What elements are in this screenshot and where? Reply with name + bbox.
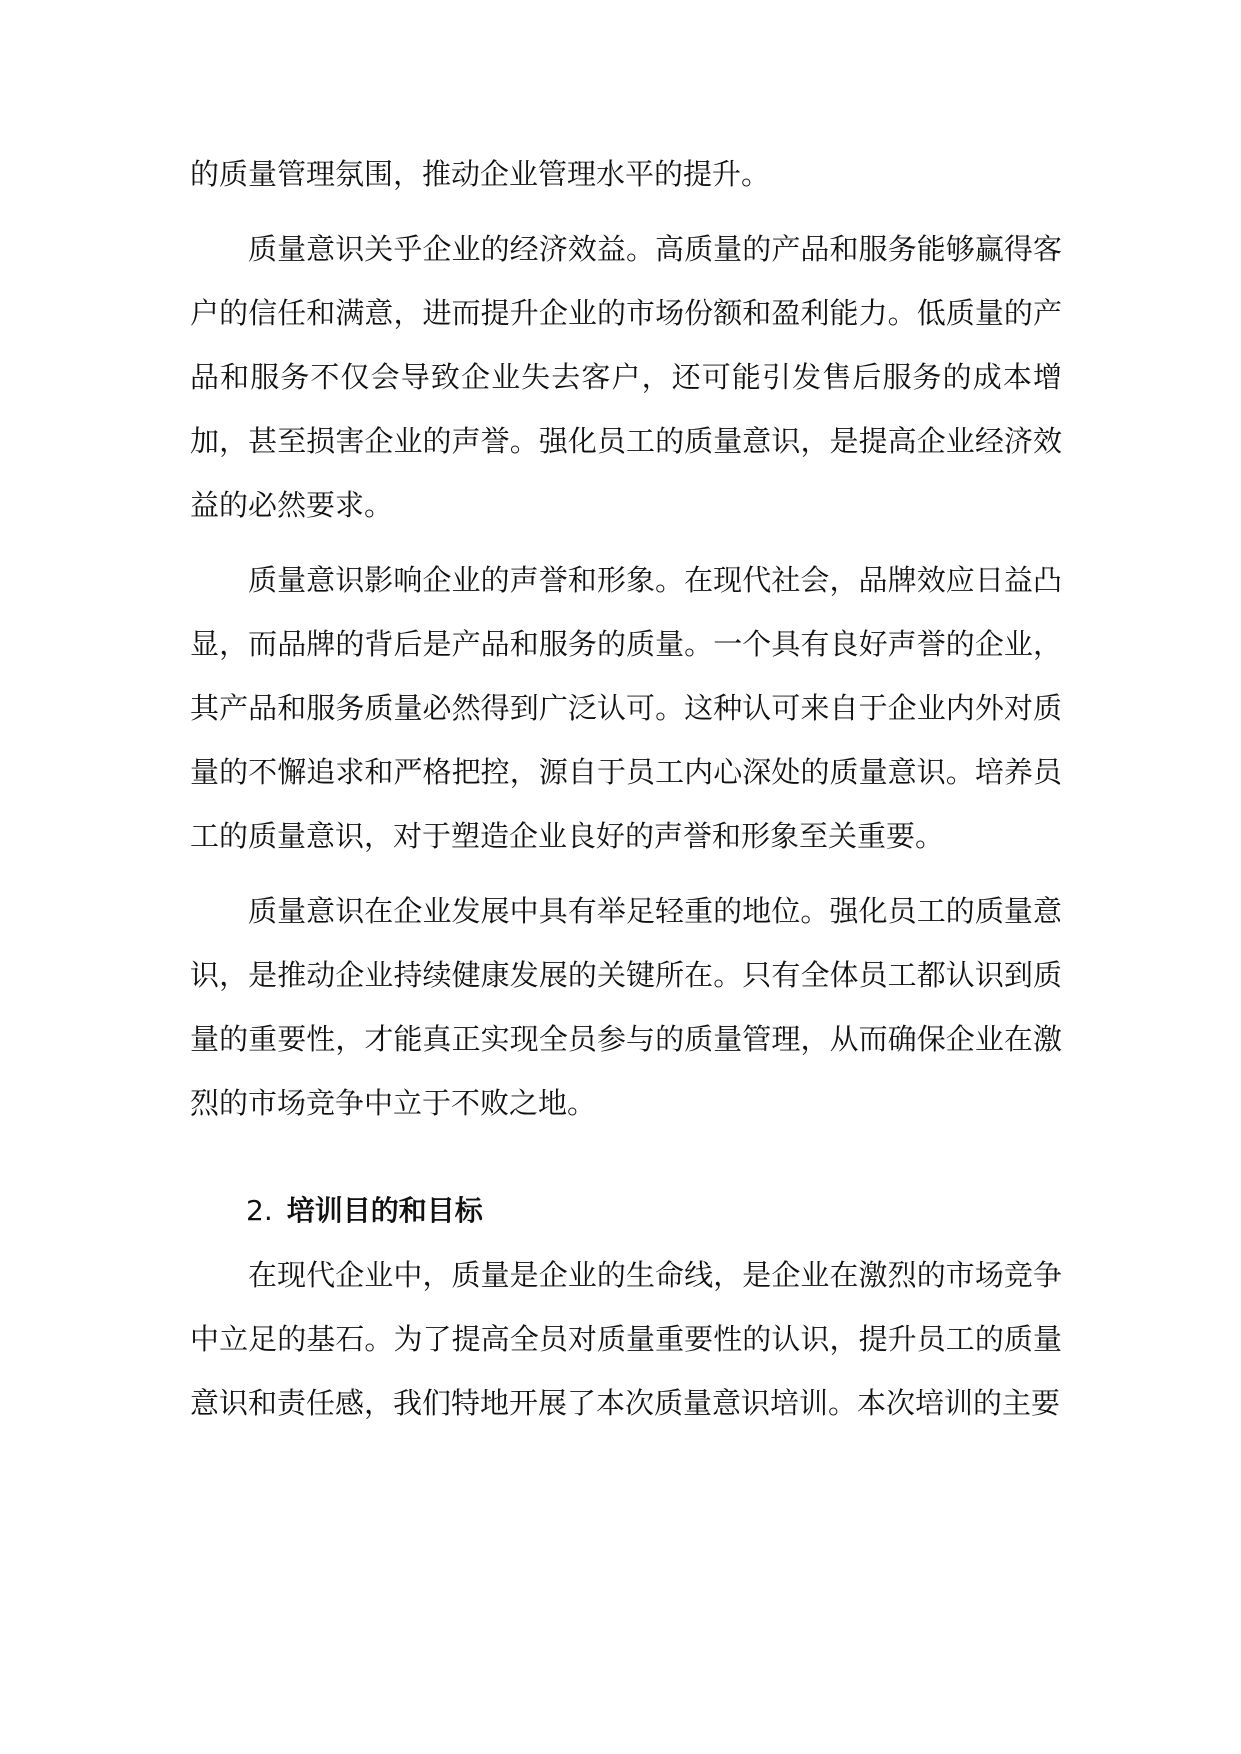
section-heading-title: 培训目的和目标 [286, 1194, 483, 1227]
paragraph-training-purpose: 在现代企业中，质量是企业的生命线，是企业在激烈的市场竞争中立足的基石。为了提高全员对质量重要性的认识，提升员工的质量意识和责任感，我们特地开展了本次质量意识培训。本次培训的主要 [190, 1258, 1062, 1420]
paragraph-economic-benefit: 质量意识关乎企业的经济效益。高质量的产品和服务能够赢得客户的信任和满意，进而提升企业的市场份额和盈利能力。低质量的产品和服务不仅会导致企业失去客户，还可能引发售后服务的成本增加，甚至损害企业的声誉。强化员工的质量意识，是提高企业经济效益的必然要求。 [190, 232, 1062, 522]
document-body [190, 142, 1062, 1435]
paragraph-reputation-image: 质量意识影响企业的声誉和形象。在现代社会，品牌效应日益凸显，而品牌的背后是产品和服务的质量。一个具有良好声誉的企业，其产品和服务质量必然得到广泛认可。这种认可来自于企业内外对质量的不懈追求和严格把控，源自于员工内心深处的质量意识。培养员工的质量意识，对于塑造企业良好的声誉和形象至关重要。 [190, 563, 1062, 853]
paragraph-continuation: 的质量管理氛围，推动企业管理水平的提升。 [190, 157, 771, 191]
section-heading [190, 1179, 1062, 1243]
section-heading-number: 2. [246, 1194, 273, 1227]
paragraph-importance-summary: 质量意识在企业发展中具有举足轻重的地位。强化员工的质量意识，是推动企业持续健康发展的关键所在。只有全体员工都认识到质量的重要性，才能真正实现全员参与的质量管理，从而确保企业在激烈的市场竞争中立于不败之地。 [190, 894, 1062, 1120]
